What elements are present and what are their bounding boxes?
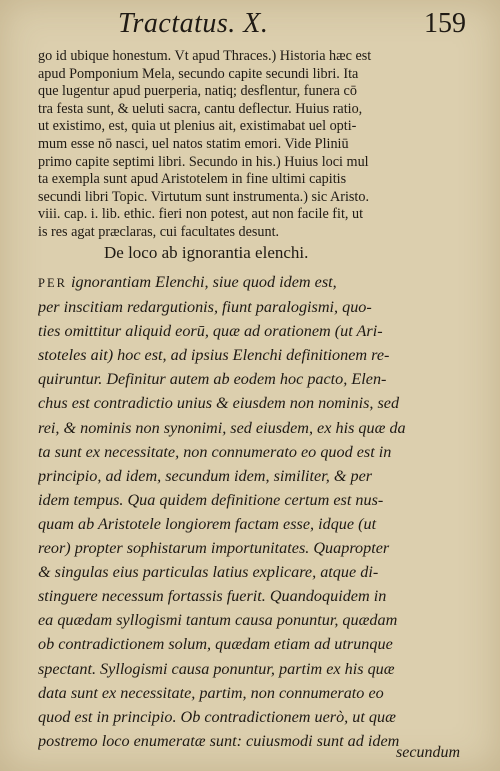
text-line: per inscitiam redargutionis, fiunt paralogismi, quo- (38, 298, 372, 317)
text-line: ea quædam syllogismi tantum causa ponuntur, quædam (38, 611, 398, 630)
text-line: ob contradictionem solum, quædam etiam ad utrunque (38, 635, 393, 654)
text-line: mum esse nō nasci, uel natos statim emori. Vide Pliniū (38, 135, 349, 152)
text-line: data sunt ex necessitate, partim, non connumerato eo (38, 683, 384, 702)
text-line: reor) propter sophistarum importunitates. Quapropter (38, 539, 390, 558)
text-line: & singulas eius particulas latius explicare, atque di- (38, 563, 379, 582)
page-number: 159 (424, 8, 466, 39)
text-line: principio, ad idem, secundum idem, similiter, & per (38, 466, 373, 485)
text-line: chus est contradictio unius & eiusdem non nominis, sed (38, 394, 400, 413)
text-line: ta sunt ex necessitate, non connumerato eo quod est in (38, 442, 392, 461)
first-line-text: ignorantiam Elenchi, siue quod idem est, (70, 273, 337, 291)
main-text-block (38, 270, 458, 753)
text-line: apud Pomponium Mela, secundo capite secundi libri. Ita (38, 65, 359, 82)
text-line: tra festa sunt, & ueluti sacra, cantu deflectur. Huius ratio, (38, 100, 363, 117)
text-line: quod est in principio. Ob contradictionem uerò, ut quæ (38, 707, 396, 726)
text-line: rei, & nominis non synonimi, sed eiusdem, ex his quæ da (38, 418, 406, 437)
text-line: quiruntur. Definitur autem ab eodem hoc pacto, Elen- (38, 370, 387, 389)
text-line: secundi libri Topic. Virtutum sunt instrumenta.) sic Aristo. (38, 188, 370, 205)
text-line (38, 270, 458, 295)
text-line: stinguere necessum fortassis fuerit. Quandoquidem in (38, 587, 387, 606)
running-title: Tractatus. X. (118, 8, 269, 39)
text-line: primo capite septimi libri. Secundo in his.) Huius loci mul (38, 153, 369, 170)
text-line: spectant. Syllogismi causa ponuntur, partim ex his quæ (38, 659, 395, 678)
text-line: ta exempla sunt apud Aristotelem in fine ultimi capitis (38, 171, 347, 188)
text-line: idem tempus. Qua quidem definitione certum est nus- (38, 490, 384, 509)
text-line: quam ab Aristotele longiorem factam esse, idque (ut (38, 514, 377, 533)
text-line: stoteles ait) hoc est, ad ipsius Elenchi definitionem re- (38, 346, 390, 365)
initial-word: PER (38, 276, 67, 290)
text-line: is res agat præclaras, cui facultates desunt. (38, 223, 280, 240)
text-line: postremo loco enumeratæ sunt: cuiusmodi sunt ad idem (38, 731, 400, 750)
text-line: go id ubique honestum. Vt apud Thraces.) Historia hæc est (38, 48, 372, 64)
text-line: ties omittitur aliquid eorū, quæ ad orationem (ut Ari- (38, 322, 383, 341)
text-line: viii. cap. i. lib. ethic. fieri non potest, aut non facile fit, ut (38, 206, 364, 223)
commentary-block (38, 48, 458, 242)
catchword: secundum (396, 744, 460, 761)
text-line: que lugentur apud puerperia, natiq; desflentur, funera cō (38, 83, 357, 100)
text-line: ut existimo, est, quia ut plenius ait, existimabat uel opti- (38, 118, 357, 135)
section-heading: De loco ab ignorantia elenchi. (104, 243, 309, 262)
